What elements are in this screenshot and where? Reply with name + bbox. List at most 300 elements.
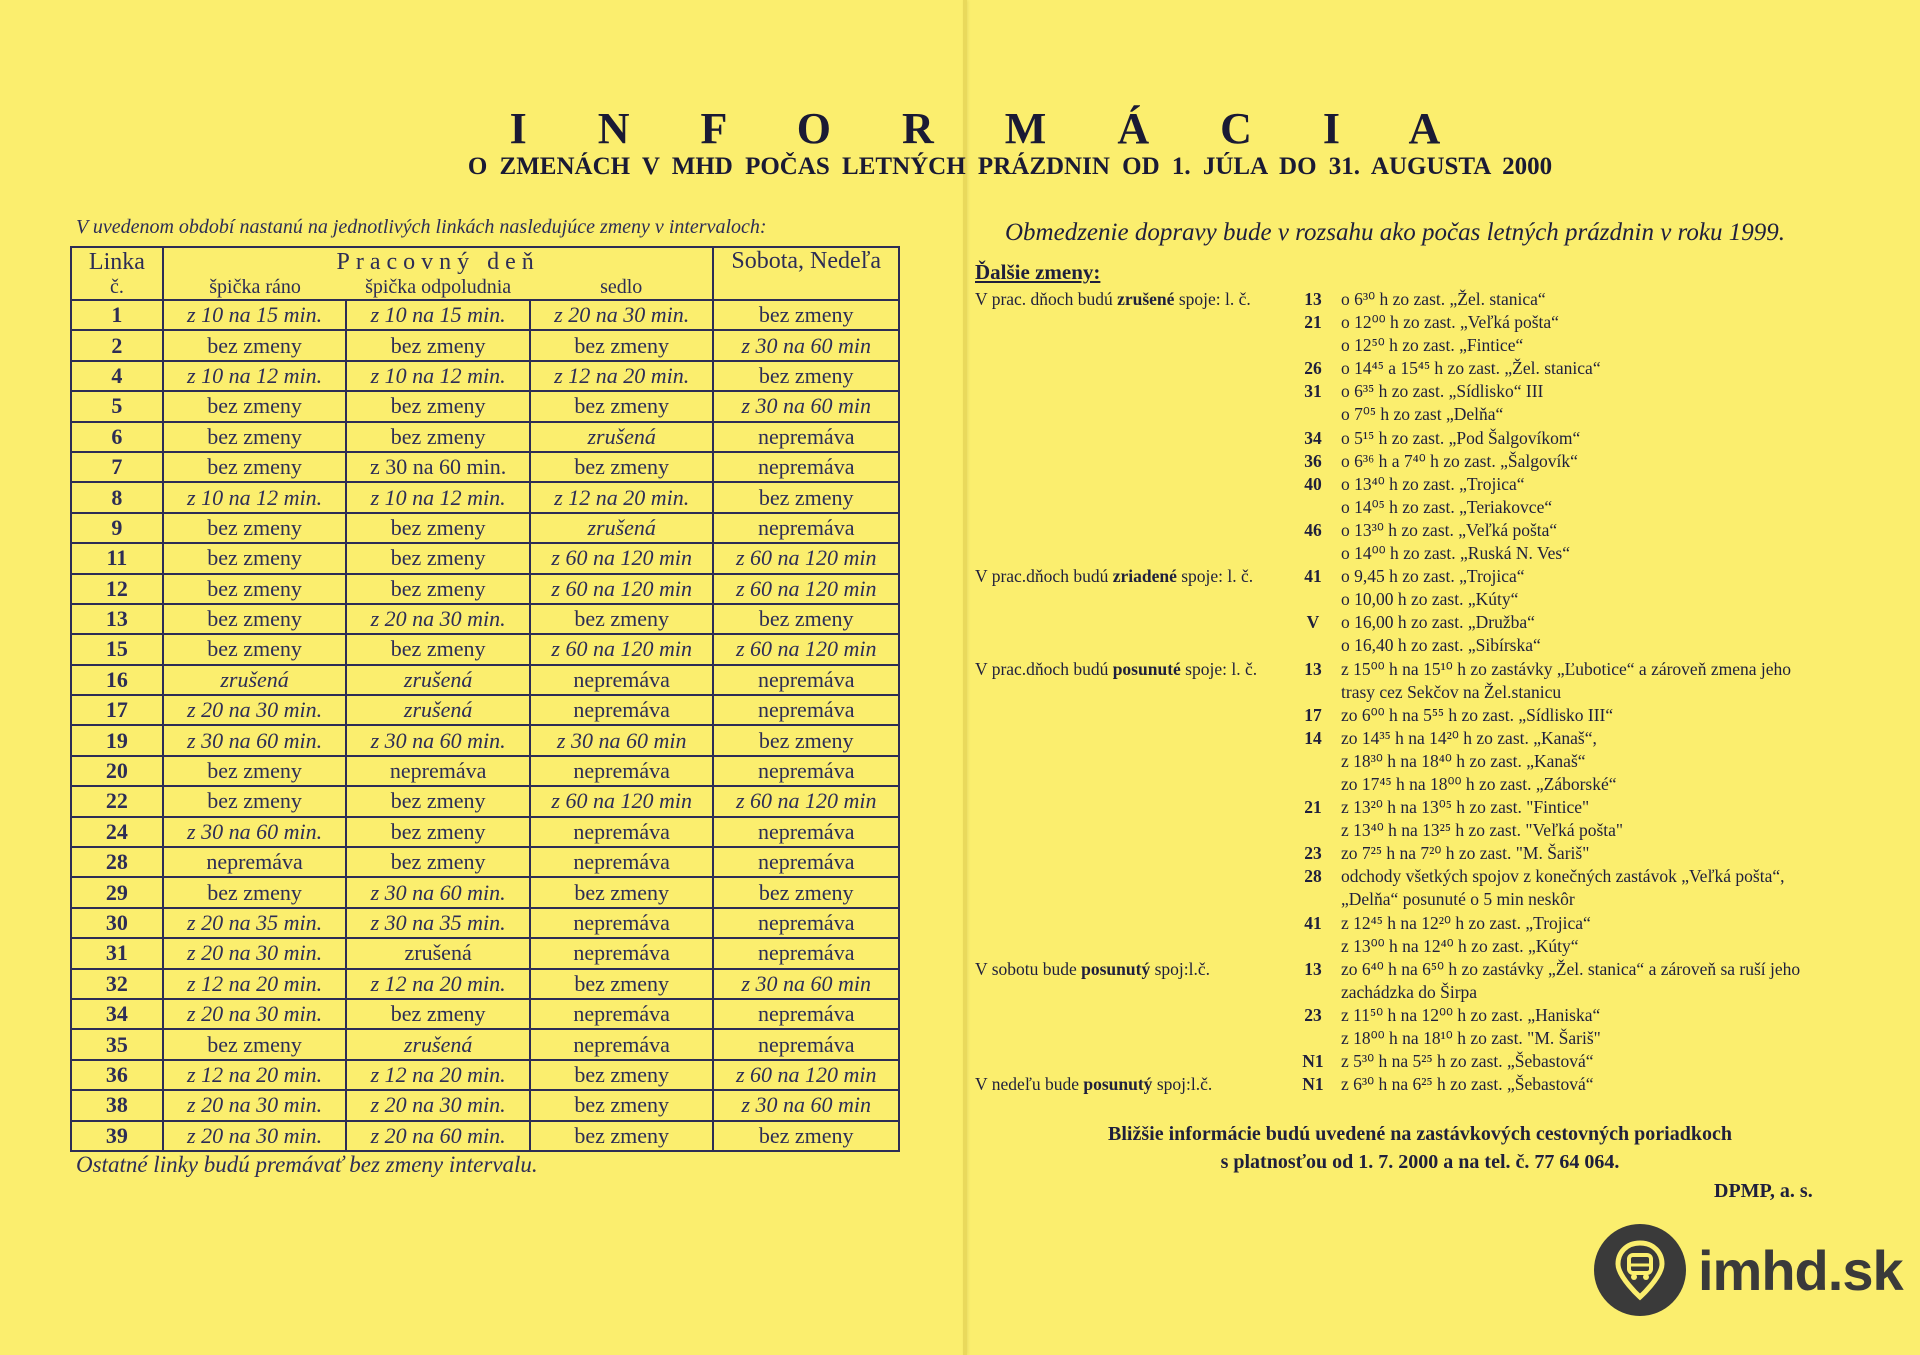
table-row: [71, 604, 899, 634]
change-text: z 6³⁰ h na 6²⁵ h zo zast. „Šebastová“: [1341, 1074, 1594, 1095]
interval-cell: nepremáva: [530, 1029, 714, 1059]
interval-cell: bez zmeny: [163, 543, 347, 573]
change-line-number: 41: [1304, 566, 1322, 587]
change-text: z 5³⁰ h na 5²⁵ h zo zast. „Šebastová“: [1341, 1051, 1594, 1072]
change-row: [975, 519, 1875, 542]
change-row: [975, 981, 1875, 1004]
interval-cell: bez zmeny: [346, 786, 530, 816]
interval-cell: nepremáva: [713, 847, 899, 877]
closing-info: [1020, 1120, 1820, 1176]
change-line-number: [1295, 334, 1331, 357]
interval-cell: zrušená: [346, 938, 530, 968]
document-subtitle: O ZMENÁCH V MHD POČAS LETNÝCH PRÁZDNIN OD 1. JÚLA DO 31. AUGUSTA 2000: [467, 153, 1553, 180]
line-number: 32: [71, 969, 163, 999]
table-row: [71, 330, 899, 360]
interval-cell: z 20 na 35 min.: [163, 908, 347, 938]
interval-cell: bez zmeny: [163, 786, 347, 816]
interval-cell: bez zmeny: [163, 877, 347, 907]
intro-text: V uvedenom období nastanú na jednotlivých linkách nasledujúce zmeny v intervaloch:: [76, 216, 767, 238]
change-line-number: 14: [1304, 727, 1322, 748]
table-row: [71, 1060, 899, 1090]
change-row: [975, 796, 1875, 819]
interval-cell: z 12 na 20 min.: [530, 482, 714, 512]
bus-pin-icon: [1594, 1224, 1686, 1316]
interval-cell: nepremáva: [713, 422, 899, 452]
change-label: [975, 981, 1295, 1004]
interval-cell: z 60 na 120 min: [713, 786, 899, 816]
change-text: trasy cez Sekčov na Žel.stanicu: [1341, 681, 1562, 702]
change-row: [975, 1004, 1875, 1027]
interval-cell: bez zmeny: [530, 604, 714, 634]
interval-cell: bez zmeny: [713, 877, 899, 907]
interval-cell: zrušená: [530, 513, 714, 543]
table-row: [71, 391, 899, 421]
interval-cell: z 60 na 120 min: [530, 574, 714, 604]
line-number: 38: [71, 1090, 163, 1120]
change-text: o 16,40 h zo zast. „Sibírska“: [1341, 635, 1541, 656]
interval-cell: nepremáva: [530, 908, 714, 938]
table-row: [71, 482, 899, 512]
change-row: [975, 935, 1875, 958]
interval-cell: bez zmeny: [163, 422, 347, 452]
change-line-number: [1295, 773, 1331, 796]
interval-cell: bez zmeny: [163, 513, 347, 543]
line-number: 36: [71, 1060, 163, 1090]
change-text: odchody všetkých spojov z konečných zastávok „Veľká pošta“,: [1341, 866, 1785, 887]
change-row: [975, 403, 1875, 426]
change-row: [975, 819, 1875, 842]
change-text: zo 7²⁵ h na 7²⁰ h zo zast. "M. Šariš": [1341, 843, 1590, 864]
change-label: [975, 311, 1295, 334]
interval-cell: z 30 na 60 min.: [346, 452, 530, 482]
line-number: 9: [71, 513, 163, 543]
interval-cell: nepremáva: [713, 1029, 899, 1059]
change-text: o 14⁰⁵ h zo zast. „Teriakovce“: [1341, 496, 1553, 517]
change-text: „Delňa“ posunuté o 5 min neskôr: [1341, 889, 1575, 910]
header-workday: Pracovný deň: [163, 247, 714, 276]
change-text: o 5¹⁵ h zo zast. „Pod Šalgovíkom“: [1341, 427, 1581, 448]
interval-cell: bez zmeny: [163, 634, 347, 664]
line-number: 1: [71, 300, 163, 330]
change-line-number: 21: [1304, 312, 1322, 333]
interval-cell: nepremáva: [346, 756, 530, 786]
interval-cell: bez zmeny: [530, 1121, 714, 1151]
line-number: 29: [71, 877, 163, 907]
change-line-number: 13: [1304, 289, 1322, 309]
line-number: 35: [71, 1029, 163, 1059]
change-text: zo 6⁰⁰ h na 5⁵⁵ h zo zast. „Sídlisko III“: [1341, 704, 1614, 725]
table-row: [71, 665, 899, 695]
line-number: 28: [71, 847, 163, 877]
interval-cell: bez zmeny: [163, 756, 347, 786]
interval-cell: bez zmeny: [346, 422, 530, 452]
restriction-note: [1005, 219, 1785, 247]
change-row: [975, 773, 1875, 796]
change-line-number: 46: [1304, 519, 1322, 540]
interval-cell: z 30 na 60 min: [530, 725, 714, 755]
line-number: 8: [71, 482, 163, 512]
interval-cell: bez zmeny: [163, 330, 347, 360]
line-number: 19: [71, 725, 163, 755]
interval-cell: bez zmeny: [163, 391, 347, 421]
interval-cell: z 20 na 30 min.: [163, 695, 347, 725]
interval-cell: bez zmeny: [346, 330, 530, 360]
table-row: [71, 452, 899, 482]
interval-cell: bez zmeny: [163, 1029, 347, 1059]
change-label: [975, 450, 1295, 473]
interval-table-body: [71, 300, 899, 1151]
change-line-number: 36: [1304, 450, 1322, 471]
table-row: [71, 634, 899, 664]
change-text: z 18³⁰ h na 18⁴⁰ h zo zast. „Kanaš“: [1341, 750, 1586, 771]
table-row: [71, 1121, 899, 1151]
interval-cell: bez zmeny: [530, 1060, 714, 1090]
change-row: [975, 681, 1875, 704]
interval-cell: bez zmeny: [346, 847, 530, 877]
change-row: [975, 1027, 1875, 1050]
change-label: [975, 427, 1295, 450]
change-text: o 6³⁰ h zo zast. „Žel. stanica“: [1341, 289, 1546, 309]
change-row: [975, 450, 1875, 473]
change-label: [975, 888, 1295, 911]
line-number: 17: [71, 695, 163, 725]
watermark-text: imhd.sk: [1698, 1238, 1903, 1302]
change-line-number: [1295, 819, 1331, 842]
table-row: [71, 574, 899, 604]
interval-cell: z 60 na 120 min: [530, 634, 714, 664]
change-text: z 13⁴⁰ h na 13²⁵ h zo zast. "Veľká pošta": [1341, 820, 1624, 841]
change-line-number: [1295, 588, 1331, 611]
change-line-number: [1295, 403, 1331, 426]
table-row: [71, 1029, 899, 1059]
header-sedlo: sedlo: [530, 276, 714, 300]
line-number: 15: [71, 634, 163, 664]
interval-cell: nepremáva: [713, 999, 899, 1029]
change-line-number: 26: [1304, 358, 1322, 379]
change-label: [975, 634, 1295, 657]
change-label: V sobotu bude posunutý spoj:l.č.: [975, 958, 1211, 979]
change-line-number: [1295, 542, 1331, 565]
interval-cell: zrušená: [530, 422, 714, 452]
interval-cell: z 10 na 15 min.: [346, 300, 530, 330]
interval-cell: bez zmeny: [163, 452, 347, 482]
interval-cell: zrušená: [346, 695, 530, 725]
line-number: 13: [71, 604, 163, 634]
interval-cell: z 30 na 60 min.: [163, 817, 347, 847]
interval-cell: nepremáva: [713, 452, 899, 482]
change-row: [975, 380, 1875, 403]
change-label: [975, 842, 1295, 865]
change-text: z 12⁴⁵ h na 12²⁰ h zo zast. „Trojica“: [1341, 912, 1591, 933]
change-label: [975, 727, 1295, 750]
change-label: V prac. dňoch budú zrušené spoje: l. č.: [975, 289, 1251, 309]
interval-cell: z 30 na 60 min.: [163, 725, 347, 755]
change-label: [975, 935, 1295, 958]
interval-cell: z 10 na 15 min.: [163, 300, 347, 330]
interval-cell: bez zmeny: [713, 300, 899, 330]
change-text: zo 17⁴⁵ h na 18⁰⁰ h zo zast. „Záborské“: [1341, 773, 1617, 794]
change-line-number: 23: [1304, 843, 1322, 864]
header-afternoon: špička odpoludnia: [346, 276, 530, 300]
interval-cell: nepremáva: [713, 513, 899, 543]
change-label: [975, 588, 1295, 611]
changes-list: [975, 288, 1875, 1096]
interval-cell: z 10 na 12 min.: [346, 361, 530, 391]
change-text: zo 6⁴⁰ h na 6⁵⁰ h zo zastávky „Žel. stanica“ a zároveň sa ruší jeho: [1341, 958, 1801, 979]
header-linka: Linka: [71, 247, 163, 276]
interval-cell: nepremáva: [530, 756, 714, 786]
change-row: [975, 588, 1875, 611]
change-row: [975, 473, 1875, 496]
change-line-number: N1: [1302, 1074, 1324, 1095]
change-line-number: 13: [1304, 658, 1322, 679]
change-text: o 14⁴⁵ a 15⁴⁵ h zo zast. „Žel. stanica“: [1341, 358, 1601, 379]
interval-cell: bez zmeny: [530, 330, 714, 360]
table-row: [71, 969, 899, 999]
header-morning: špička ráno: [163, 276, 347, 300]
interval-cell: z 60 na 120 min: [713, 574, 899, 604]
interval-cell: bez zmeny: [163, 604, 347, 634]
line-number: 12: [71, 574, 163, 604]
interval-cell: bez zmeny: [346, 513, 530, 543]
change-row: [975, 634, 1875, 657]
line-number: 6: [71, 422, 163, 452]
interval-cell: z 10 na 12 min.: [346, 482, 530, 512]
interval-cell: z 20 na 30 min.: [163, 1090, 347, 1120]
change-text: o 16,00 h zo zast. „Družba“: [1341, 612, 1535, 633]
interval-cell: zrušená: [163, 665, 347, 695]
interval-cell: z 20 na 30 min.: [346, 604, 530, 634]
signature: DPMP, a. s.: [1714, 1180, 1813, 1202]
change-row: [975, 704, 1875, 727]
change-line-number: [1295, 981, 1331, 1004]
change-text: o 13⁴⁰ h zo zast. „Trojica“: [1341, 473, 1525, 494]
interval-cell: bez zmeny: [346, 543, 530, 573]
interval-cell: bez zmeny: [530, 391, 714, 421]
interval-cell: bez zmeny: [713, 482, 899, 512]
table-row: [71, 1090, 899, 1120]
interval-cell: zrušená: [346, 665, 530, 695]
table-row: [71, 361, 899, 391]
interval-cell: bez zmeny: [713, 604, 899, 634]
change-line-number: [1295, 935, 1331, 958]
change-line-number: 28: [1304, 866, 1322, 887]
change-row: [975, 1050, 1875, 1073]
interval-cell: bez zmeny: [530, 969, 714, 999]
interval-cell: z 60 na 120 min: [713, 634, 899, 664]
interval-cell: bez zmeny: [530, 452, 714, 482]
change-label: [975, 380, 1295, 403]
change-label: [975, 1027, 1295, 1050]
interval-cell: z 12 na 20 min.: [530, 361, 714, 391]
change-text: z 18⁰⁰ h na 18¹⁰ h zo zast. "M. Šariš": [1341, 1028, 1601, 1048]
interval-cell: nepremáva: [530, 847, 714, 877]
change-label: [975, 1050, 1295, 1073]
interval-cell: z 30 na 60 min.: [346, 877, 530, 907]
change-label: [975, 773, 1295, 796]
interval-cell: z 12 na 20 min.: [163, 969, 347, 999]
change-label: [975, 519, 1295, 542]
interval-cell: z 60 na 120 min: [530, 543, 714, 573]
change-row: [975, 912, 1875, 935]
imhd-watermark: [1594, 1224, 1903, 1316]
change-row: [975, 288, 1875, 311]
change-line-number: [1295, 1027, 1331, 1050]
table-row: [71, 543, 899, 573]
change-label: [975, 865, 1295, 888]
change-row: [975, 1073, 1875, 1096]
interval-cell: bez zmeny: [530, 1090, 714, 1120]
change-line-number: 41: [1304, 912, 1322, 933]
table-row: [71, 725, 899, 755]
change-text: o 6³⁵ h zo zast. „Sídlisko“ III: [1341, 381, 1544, 402]
interval-cell: nepremáva: [530, 695, 714, 725]
change-row: [975, 750, 1875, 773]
interval-cell: nepremáva: [530, 999, 714, 1029]
change-line-number: N1: [1302, 1051, 1324, 1072]
change-label: V prac.dňoch budú zriadené spoje: l. č.: [975, 566, 1254, 587]
interval-cell: bez zmeny: [713, 1121, 899, 1151]
change-row: [975, 357, 1875, 380]
interval-cell: z 12 na 20 min.: [346, 969, 530, 999]
interval-cell: z 30 na 60 min: [713, 1090, 899, 1120]
change-label: [975, 403, 1295, 426]
change-row: [975, 888, 1875, 911]
change-text: o 14⁰⁰ h zo zast. „Ruská N. Ves“: [1341, 543, 1571, 564]
header-c: č.: [71, 276, 163, 300]
interval-cell: z 60 na 120 min: [713, 543, 899, 573]
change-row: [975, 565, 1875, 588]
interval-cell: bez zmeny: [530, 877, 714, 907]
interval-cell: z 60 na 120 min: [530, 786, 714, 816]
interval-cell: z 20 na 30 min.: [163, 999, 347, 1029]
table-row: [71, 999, 899, 1029]
interval-cell: z 30 na 60 min: [713, 330, 899, 360]
interval-cell: bez zmeny: [346, 817, 530, 847]
change-label: [975, 611, 1295, 634]
change-row: [975, 658, 1875, 681]
change-text: o 7⁰⁵ h zo zast „Delňa“: [1341, 404, 1504, 425]
interval-cell: nepremáva: [713, 695, 899, 725]
change-line-number: 17: [1304, 704, 1322, 725]
change-text: z 11⁵⁰ h na 12⁰⁰ h zo zast. „Haniska“: [1341, 1004, 1601, 1025]
line-number: 24: [71, 817, 163, 847]
change-row: [975, 958, 1875, 981]
change-row: [975, 727, 1875, 750]
change-line-number: [1295, 496, 1331, 519]
line-number: 4: [71, 361, 163, 391]
change-line-number: [1295, 634, 1331, 657]
interval-cell: nepremáva: [163, 847, 347, 877]
closing-line-1: Bližšie informácie budú uvedené na zastávkových cestovných poriadkoch: [1108, 1123, 1732, 1145]
line-number: 11: [71, 543, 163, 573]
interval-cell: z 30 na 60 min.: [346, 725, 530, 755]
change-line-number: [1295, 888, 1331, 911]
interval-cell: bez zmeny: [163, 574, 347, 604]
interval-cell: z 20 na 30 min.: [346, 1090, 530, 1120]
line-number: 16: [71, 665, 163, 695]
line-number: 34: [71, 999, 163, 1029]
change-row: [975, 311, 1875, 334]
table-row: [71, 877, 899, 907]
table-row: [71, 817, 899, 847]
table-row: [71, 422, 899, 452]
change-label: [975, 1004, 1295, 1027]
other-changes-heading: Ďalšie zmeny:: [975, 260, 1101, 284]
change-label: V nedeľu bude posunutý spoj:l.č.: [975, 1074, 1213, 1095]
change-text: z 13²⁰ h na 13⁰⁵ h zo zast. "Fintice": [1341, 797, 1590, 818]
change-text: o 12⁵⁰ h zo zast. „Fintice“: [1341, 335, 1524, 356]
change-text: o 6³⁶ h a 7⁴⁰ h zo zast. „Šalgovík“: [1341, 450, 1578, 471]
line-number: 5: [71, 391, 163, 421]
line-number: 39: [71, 1121, 163, 1151]
change-line-number: [1295, 750, 1331, 773]
document-title: I N F O R M Á C I A: [509, 104, 1471, 153]
table-row: [71, 695, 899, 725]
interval-cell: z 12 na 20 min.: [163, 1060, 347, 1090]
table-row: [71, 938, 899, 968]
interval-cell: z 30 na 60 min: [713, 969, 899, 999]
interval-cell: z 20 na 30 min.: [530, 300, 714, 330]
header-weekend: Sobota, Nedeľa: [713, 247, 899, 300]
change-label: [975, 704, 1295, 727]
interval-cell: bez zmeny: [713, 361, 899, 391]
change-row: [975, 496, 1875, 519]
change-line-number: 13: [1304, 958, 1322, 979]
line-number: 2: [71, 330, 163, 360]
change-text: o 13³⁰ h zo zast. „Veľká pošta“: [1341, 519, 1558, 540]
page-fold: [963, 0, 967, 1355]
interval-cell: bez zmeny: [346, 999, 530, 1029]
change-line-number: 23: [1304, 1004, 1322, 1025]
change-row: [975, 427, 1875, 450]
change-line-number: V: [1306, 612, 1320, 633]
change-line-number: 34: [1304, 427, 1322, 448]
interval-cell: nepremáva: [530, 665, 714, 695]
change-text: z 13⁰⁰ h na 12⁴⁰ h zo zast. „Kúty“: [1341, 935, 1579, 956]
change-line-number: 21: [1304, 797, 1322, 818]
interval-cell: z 20 na 30 min.: [163, 938, 347, 968]
change-line-number: [1295, 681, 1331, 704]
interval-cell: bez zmeny: [346, 634, 530, 664]
change-row: [975, 865, 1875, 888]
change-text: zachádzka do Širpa: [1341, 981, 1478, 1002]
table-row: [71, 300, 899, 330]
change-row: [975, 334, 1875, 357]
change-text: o 9,45 h zo zast. „Trojica“: [1341, 566, 1525, 587]
line-number: 7: [71, 452, 163, 482]
change-text: o 10,00 h zo zast. „Kúty“: [1341, 589, 1519, 610]
restriction-text: Obmedzenie dopravy bude v rozsahu ako počas letných prázdnin v roku 1999.: [1005, 219, 1785, 246]
interval-cell: nepremáva: [713, 908, 899, 938]
table-row: [71, 786, 899, 816]
change-row: [975, 611, 1875, 634]
change-label: [975, 542, 1295, 565]
interval-cell: z 20 na 30 min.: [163, 1121, 347, 1151]
interval-cell: z 10 na 12 min.: [163, 361, 347, 391]
change-line-number: 31: [1304, 381, 1322, 402]
change-label: [975, 681, 1295, 704]
interval-cell: bez zmeny: [713, 725, 899, 755]
interval-cell: nepremáva: [713, 817, 899, 847]
line-number: 20: [71, 756, 163, 786]
interval-cell: z 12 na 20 min.: [346, 1060, 530, 1090]
line-number: 22: [71, 786, 163, 816]
closing-line-2: s platnosťou od 1. 7. 2000 a na tel. č. 77 64 064.: [1220, 1151, 1620, 1173]
change-label: [975, 473, 1295, 496]
interval-cell: nepremáva: [530, 817, 714, 847]
change-label: [975, 750, 1295, 773]
